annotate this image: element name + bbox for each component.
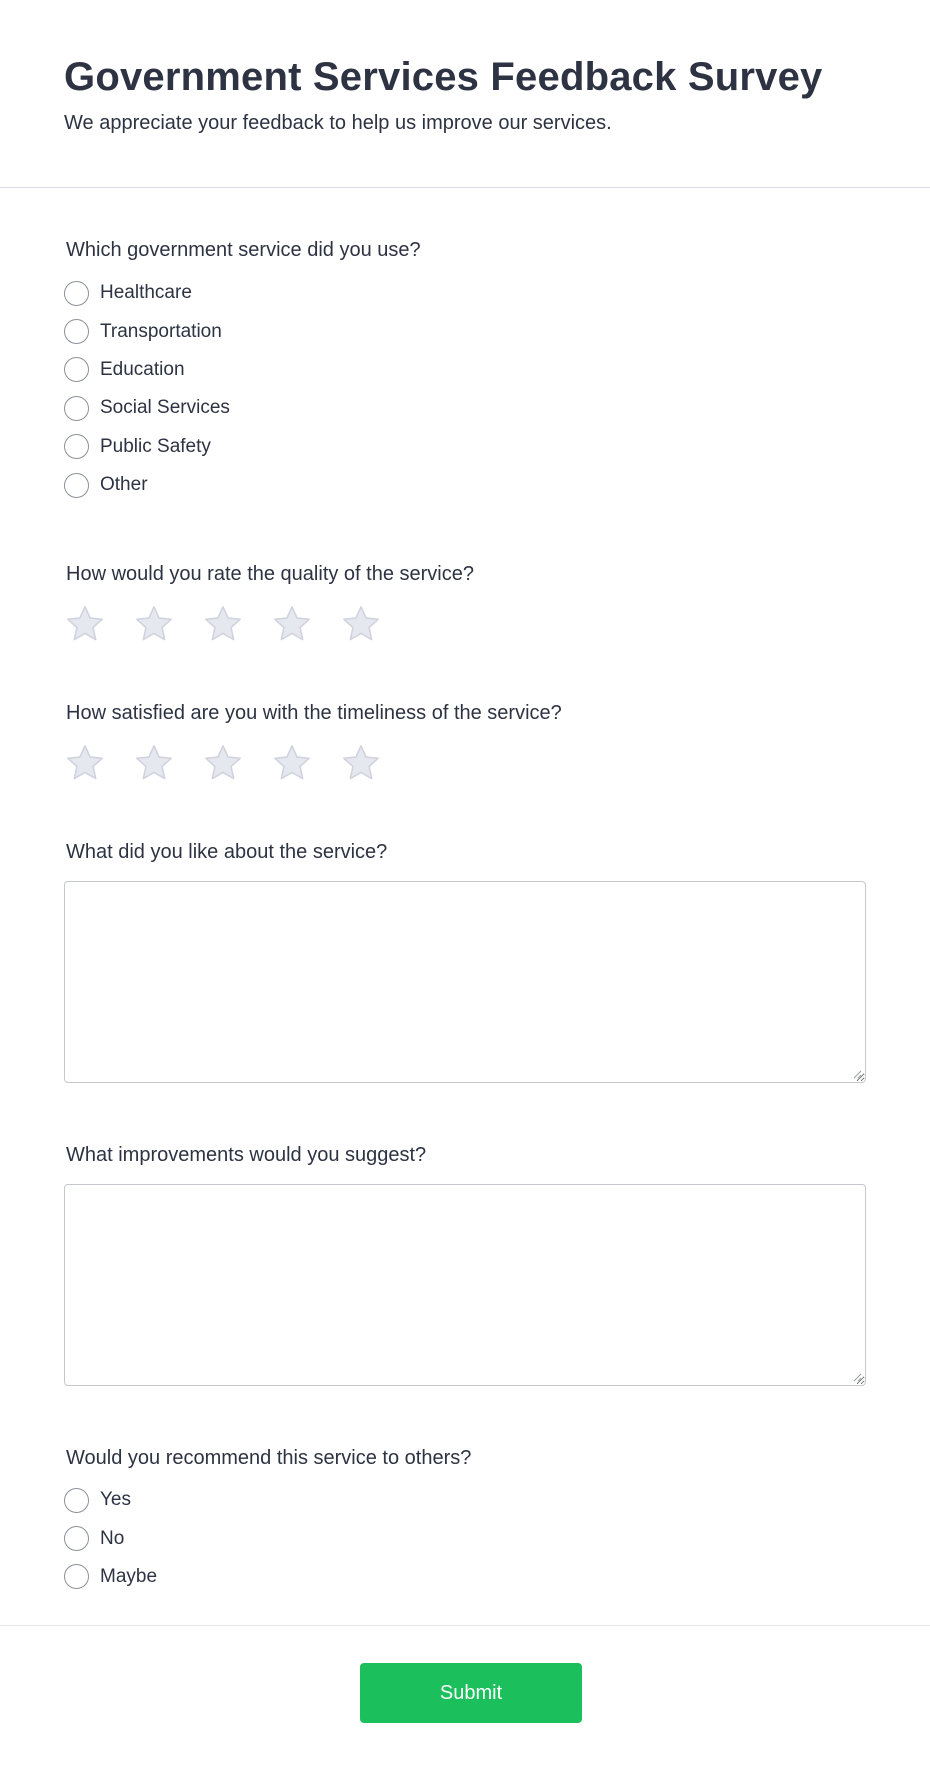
radio-circle-icon[interactable] (64, 473, 89, 498)
star-icon[interactable] (340, 603, 382, 645)
star-icon[interactable] (133, 742, 175, 784)
question-timeliness-label: How satisfied are you with the timeliness of the service? (66, 702, 562, 724)
service-option-healthcare[interactable] (64, 274, 230, 312)
service-option-public-safety[interactable] (64, 428, 230, 466)
liked-textarea[interactable] (64, 881, 866, 1083)
star-icon[interactable] (340, 742, 382, 784)
star-icon[interactable] (202, 742, 244, 784)
recommend-option-maybe[interactable] (64, 1558, 157, 1596)
radio-label: Education (100, 358, 185, 380)
radio-label: Other (100, 474, 148, 496)
question-service-label: Which government service did you use? (66, 239, 421, 261)
liked-textarea-wrap (64, 881, 866, 1083)
footer-divider (0, 1625, 930, 1626)
service-option-transportation[interactable] (64, 312, 230, 350)
radio-circle-icon[interactable] (64, 396, 89, 421)
timeliness-star-rating (64, 742, 409, 784)
star-icon[interactable] (133, 603, 175, 645)
radio-label: Public Safety (100, 435, 211, 457)
radio-circle-icon[interactable] (64, 281, 89, 306)
service-option-education[interactable] (64, 351, 230, 389)
submit-button[interactable]: Submit (360, 1663, 582, 1723)
star-icon[interactable] (271, 603, 313, 645)
service-option-other[interactable] (64, 466, 230, 504)
service-option-social-services[interactable] (64, 389, 230, 427)
page-title: Government Services Feedback Survey (64, 55, 823, 99)
radio-label: Social Services (100, 397, 230, 419)
radio-circle-icon[interactable] (64, 1564, 89, 1589)
star-icon[interactable] (271, 742, 313, 784)
question-quality-label: How would you rate the quality of the service? (66, 563, 474, 585)
recommend-option-yes[interactable] (64, 1481, 157, 1519)
page-subtitle: We appreciate your feedback to help us improve our services. (64, 112, 612, 134)
radio-label: Transportation (100, 320, 222, 342)
radio-circle-icon[interactable] (64, 357, 89, 382)
star-icon[interactable] (202, 603, 244, 645)
star-icon[interactable] (64, 603, 106, 645)
improvements-textarea[interactable] (64, 1184, 866, 1386)
radio-label: No (100, 1527, 125, 1549)
service-radio-group (64, 274, 230, 504)
survey-header (0, 0, 930, 188)
improvements-textarea-wrap (64, 1184, 866, 1386)
star-icon[interactable] (64, 742, 106, 784)
radio-label: Yes (100, 1489, 131, 1511)
radio-label: Maybe (100, 1565, 158, 1587)
radio-circle-icon[interactable] (64, 1526, 89, 1551)
question-recommend-label: Would you recommend this service to others? (66, 1447, 472, 1469)
radio-label: Healthcare (100, 282, 192, 304)
recommend-option-no[interactable] (64, 1519, 157, 1557)
resize-grip-icon[interactable] (853, 1373, 862, 1382)
recommend-radio-group (64, 1481, 157, 1596)
resize-grip-icon[interactable] (853, 1070, 862, 1079)
quality-star-rating (64, 603, 409, 645)
radio-circle-icon[interactable] (64, 319, 89, 344)
radio-circle-icon[interactable] (64, 1488, 89, 1513)
radio-circle-icon[interactable] (64, 434, 89, 459)
question-improvements-label: What improvements would you suggest? (66, 1144, 427, 1166)
question-liked-label: What did you like about the service? (66, 841, 388, 863)
